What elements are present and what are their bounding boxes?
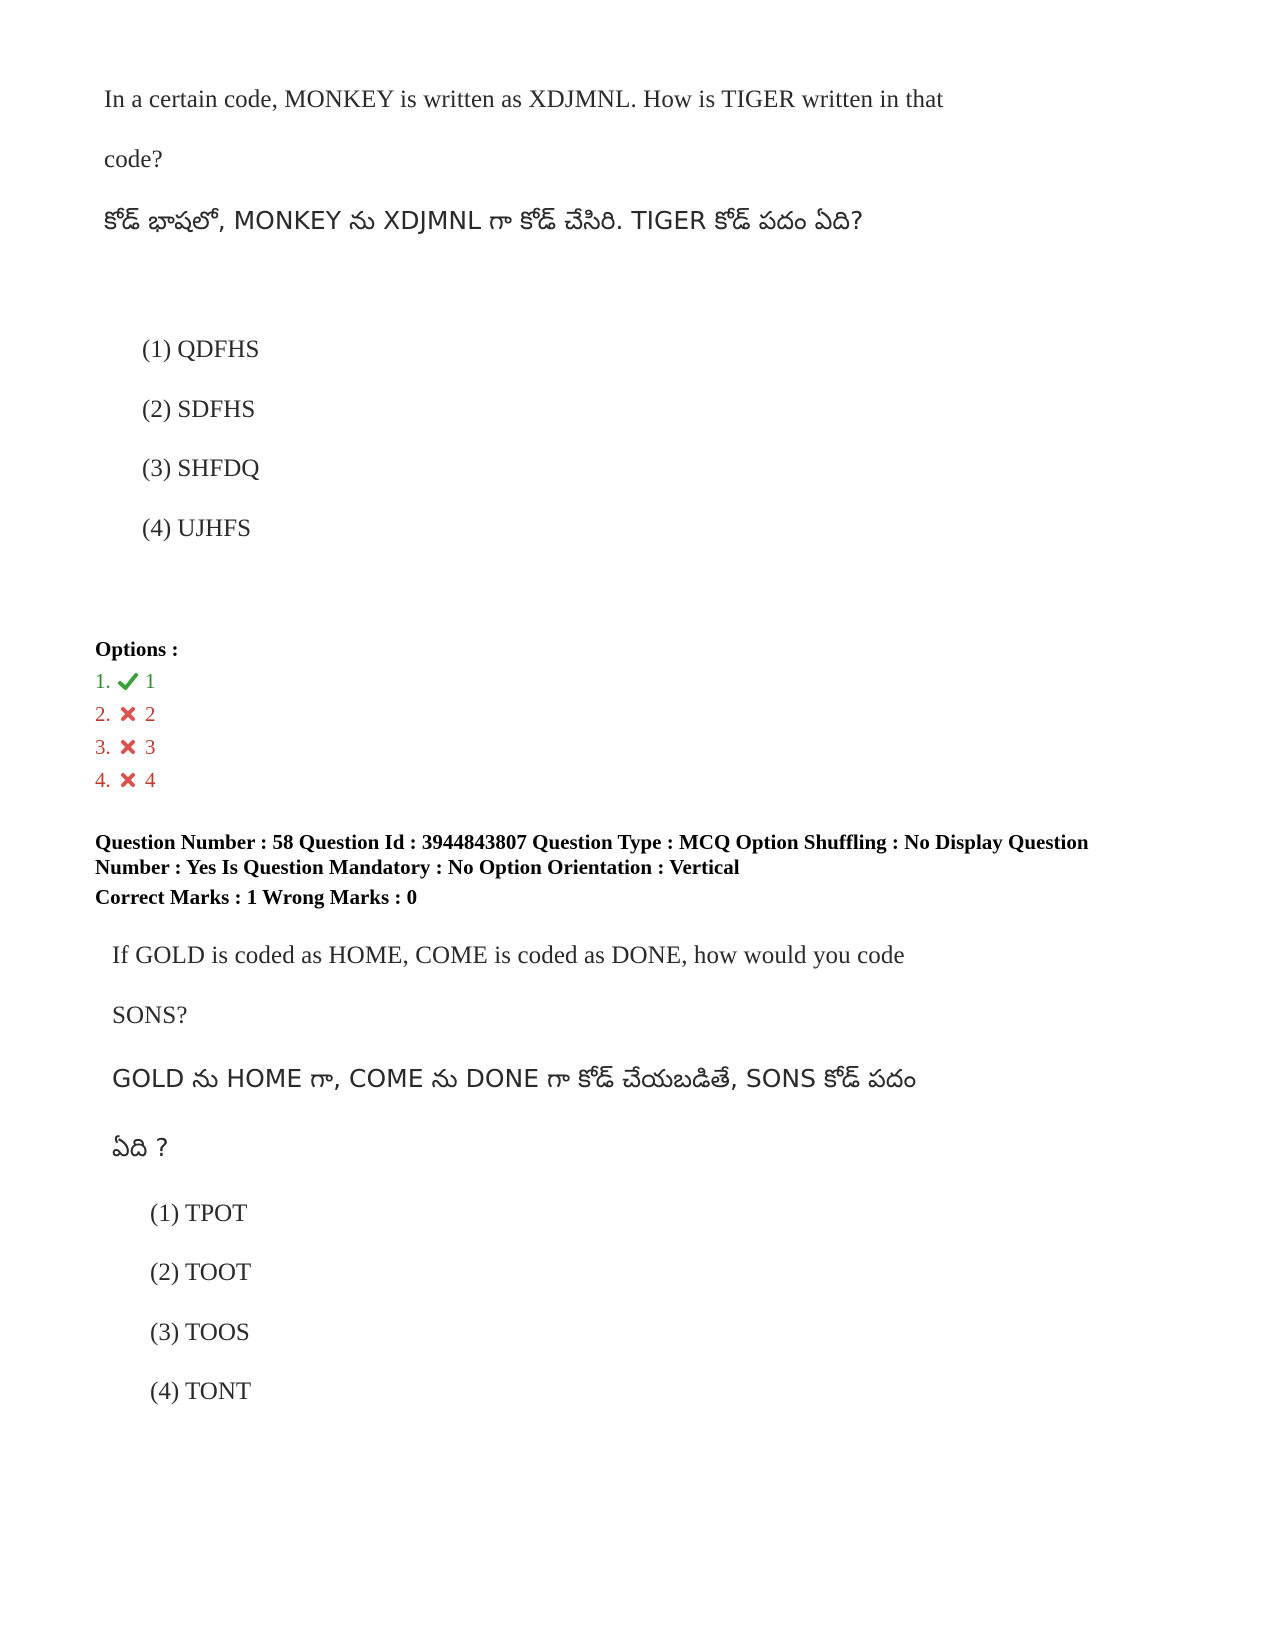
option-value: 3	[145, 735, 156, 759]
q57-choice-3: (3) SHFDQ	[142, 455, 260, 482]
option-number: 4.	[95, 768, 111, 792]
q57-choice-1: (1) QDFHS	[142, 336, 260, 363]
option-row-3	[95, 735, 156, 760]
cross-icon	[117, 737, 139, 759]
q58-telugu-line2: ఏది ?	[112, 1133, 169, 1162]
option-number: 2.	[95, 702, 111, 726]
q57-telugu-text: కోడ్ భాషలో, MONKEY ను XDJMNL గా కోడ్ చేసిరి. TIGER కోడ్ పదం ఏది?	[104, 206, 864, 235]
q58-choice-2: (2) TOOT	[150, 1259, 252, 1286]
q58-choice-3: (3) TOOS	[150, 1319, 250, 1346]
option-value: 2	[145, 702, 156, 726]
q58-text-line1: If GOLD is coded as HOME, COME is coded as DONE, how would you code	[112, 942, 905, 969]
q57-text-line1: In a certain code, MONKEY is written as XDJMNL. How is TIGER written in that	[104, 86, 944, 113]
q57-choice-2: (2) SDFHS	[142, 396, 256, 423]
option-number: 1.	[95, 669, 111, 693]
cross-icon	[117, 770, 139, 792]
q58-choice-1: (1) TPOT	[150, 1200, 248, 1227]
q58-telugu-line1: GOLD ను HOME గా, COME ను DONE గా కోడ్ చేయబడితే, SONS కోడ్ పదం	[112, 1064, 917, 1093]
q58-marks: Correct Marks : 1 Wrong Marks : 0	[95, 885, 418, 909]
option-value: 1	[145, 669, 156, 693]
option-row-4	[95, 768, 156, 793]
option-value: 4	[145, 768, 156, 792]
q58-meta-line2: Number : Yes Is Question Mandatory : No Option Orientation : Vertical	[95, 855, 740, 879]
cross-icon	[117, 704, 139, 726]
q57-text-line2: code?	[104, 146, 163, 173]
q57-choice-4: (4) UJHFS	[142, 515, 252, 542]
q58-meta-line1: Question Number : 58 Question Id : 3944843807 Question Type : MCQ Option Shuffling : No Display Question	[95, 830, 1089, 854]
q58-choice-4: (4) TONT	[150, 1378, 252, 1405]
check-icon	[117, 671, 139, 693]
options-heading: Options :	[95, 637, 179, 661]
option-row-2	[95, 702, 156, 727]
option-row-1	[95, 669, 156, 694]
q58-text-line2: SONS?	[112, 1002, 188, 1029]
option-number: 3.	[95, 735, 111, 759]
